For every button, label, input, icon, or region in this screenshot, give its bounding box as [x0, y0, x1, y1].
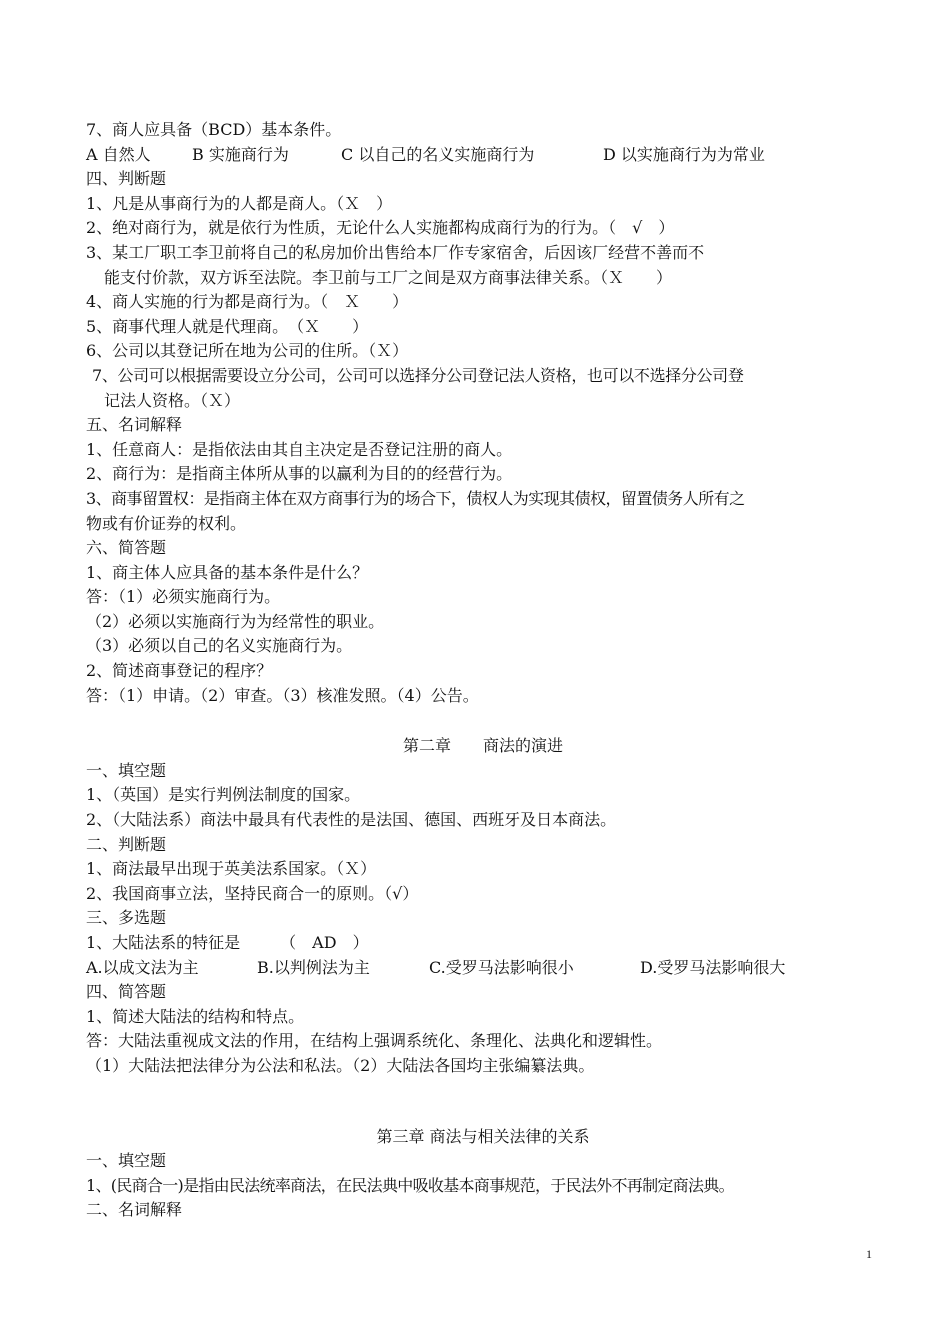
document-body: [86, 118, 880, 1223]
definition-1: 1、任意商人：是指依法由其自主决定是否登记注册的商人。: [86, 439, 513, 459]
question-7-options: [86, 143, 880, 168]
option-c: C.受罗马法影响很小: [429, 957, 574, 977]
judgment-2-item-1: 1、商法最早出现于英美法系国家。（Ｘ）: [86, 859, 377, 879]
fill-blank-2: 2、（大陆法系）商法中最具有代表性的是法国、德国、西班牙及日本商法。: [86, 810, 617, 830]
judgment-item-5: 5、商事代理人就是代理商。 （Ｘ ）: [86, 316, 369, 336]
section-heading-fill-blank: 一、填空题: [86, 760, 167, 780]
section-heading-definitions-3: 二、名词解释: [86, 1200, 183, 1220]
option-c: C 以自己的名义实施商行为: [341, 144, 535, 164]
section-heading-judgment-2: 二、判断题: [86, 834, 167, 854]
judgment-item-3-cont: 能支付价款，双方诉至法院。李卫前与工厂之间是双方商事法律关系。（Ｘ ）: [104, 267, 673, 287]
short-answer-a1-2: （2）必须以实施商行为为经常性的职业。: [86, 611, 385, 631]
option-b: B 实施商行为: [192, 144, 289, 164]
option-d: D.受罗马法影响很大: [640, 957, 786, 977]
option-a: A.以成文法为主: [86, 957, 199, 977]
question-7-text: 7、商人应具备（BCD）基本条件。: [86, 120, 342, 139]
section-heading-short-answer: 六、简答题: [86, 538, 167, 558]
section-heading-multi-choice: 三、多选题: [86, 908, 167, 928]
short-answer-a2: 答：（1）申请。（2）审查。（3）核准发照。（4）公告。: [86, 685, 479, 705]
chapter-2-title: 第二章 商法的演进: [402, 736, 563, 756]
multi-choice-options: [86, 956, 880, 981]
short-answer-a1-1: 答：（1）必须实施商行为。: [86, 587, 281, 607]
short-answer-2-a1-detail: （1）大陆法把法律分为公法和私法。（2）大陆法各国均主张编纂法典。: [86, 1055, 595, 1075]
section-heading-short-answer-2: 四、简答题: [86, 982, 167, 1002]
option-b: B.以判例法为主: [257, 957, 370, 977]
judgment-item-7-cont: 记法人资格。（Ｘ）: [104, 390, 241, 410]
spacer: [86, 1079, 880, 1125]
judgment-item-2: 2、绝对商行为，就是依行为性质，无论什么人实施都构成商行为的行为。（ √ ）: [86, 218, 675, 238]
fill-blank-3-1: 1、(民商合一)是指由民法统率商法，在民法典中吸收基本商事规范，于民法外不再制定商法典。: [86, 1175, 734, 1195]
short-answer-a1-3: （3）必须以自己的名义实施商行为。: [86, 636, 353, 656]
option-d: D 以实施商行为为常业: [603, 144, 765, 164]
judgment-item-4: 4、商人实施的行为都是商行为。（ Ｘ ）: [86, 292, 409, 312]
short-answer-2-q1: 1、简述大陆法的结构和特点。: [86, 1006, 305, 1026]
judgment-item-6: 6、公司以其登记所在地为公司的住所。（Ｘ）: [86, 341, 409, 361]
section-heading-fill-blank-3: 一、填空题: [86, 1151, 167, 1171]
definition-2: 2、商行为：是指商主体所从事的以赢利为目的的经营行为。: [86, 464, 513, 484]
judgment-2-item-2: 2、我国商事立法，坚持民商合一的原则。（√）: [86, 883, 419, 903]
multi-choice-q1: 1、大陆法系的特征是 （ AD ）: [86, 933, 369, 952]
judgment-item-3-first: 3、某工厂职工李卫前将自己的私房加价出售给本厂作专家宿舍，后因该厂经营不善而不: [86, 242, 705, 262]
chapter-3-title: 第三章 商法与相关法律的关系: [376, 1126, 590, 1146]
section-heading-judgment: 四、判断题: [86, 169, 167, 189]
judgment-item-7-first: 7、公司可以根据需要设立分公司，公司可以选择分公司登记法人资格，也可以不选择分公司登: [92, 365, 744, 385]
short-answer-q2: 2、简述商事登记的程序？: [86, 661, 273, 681]
section-heading-definitions: 五、名词解释: [86, 415, 183, 435]
page-number: 1: [866, 1247, 872, 1261]
short-answer-2-a1: 答：大陆法重视成文法的作用，在结构上强调系统化、条理化、法典化和逻辑性。: [86, 1031, 663, 1051]
spacer: [86, 708, 880, 734]
fill-blank-1: 1、（英国）是实行判例法制度的国家。: [86, 785, 361, 805]
option-a: A 自然人: [86, 144, 151, 164]
definition-3-cont: 物或有价证券的权利。: [86, 513, 247, 533]
short-answer-q1: 1、商主体人应具备的基本条件是什么？: [86, 562, 369, 582]
definition-3-first: 3、商事留置权：是指商主体在双方商事行为的场合下，债权人为实现其债权，留置债务人所有之: [86, 488, 745, 508]
judgment-item-1: 1、凡是从事商行为的人都是商人。（Ｘ ）: [86, 193, 393, 213]
